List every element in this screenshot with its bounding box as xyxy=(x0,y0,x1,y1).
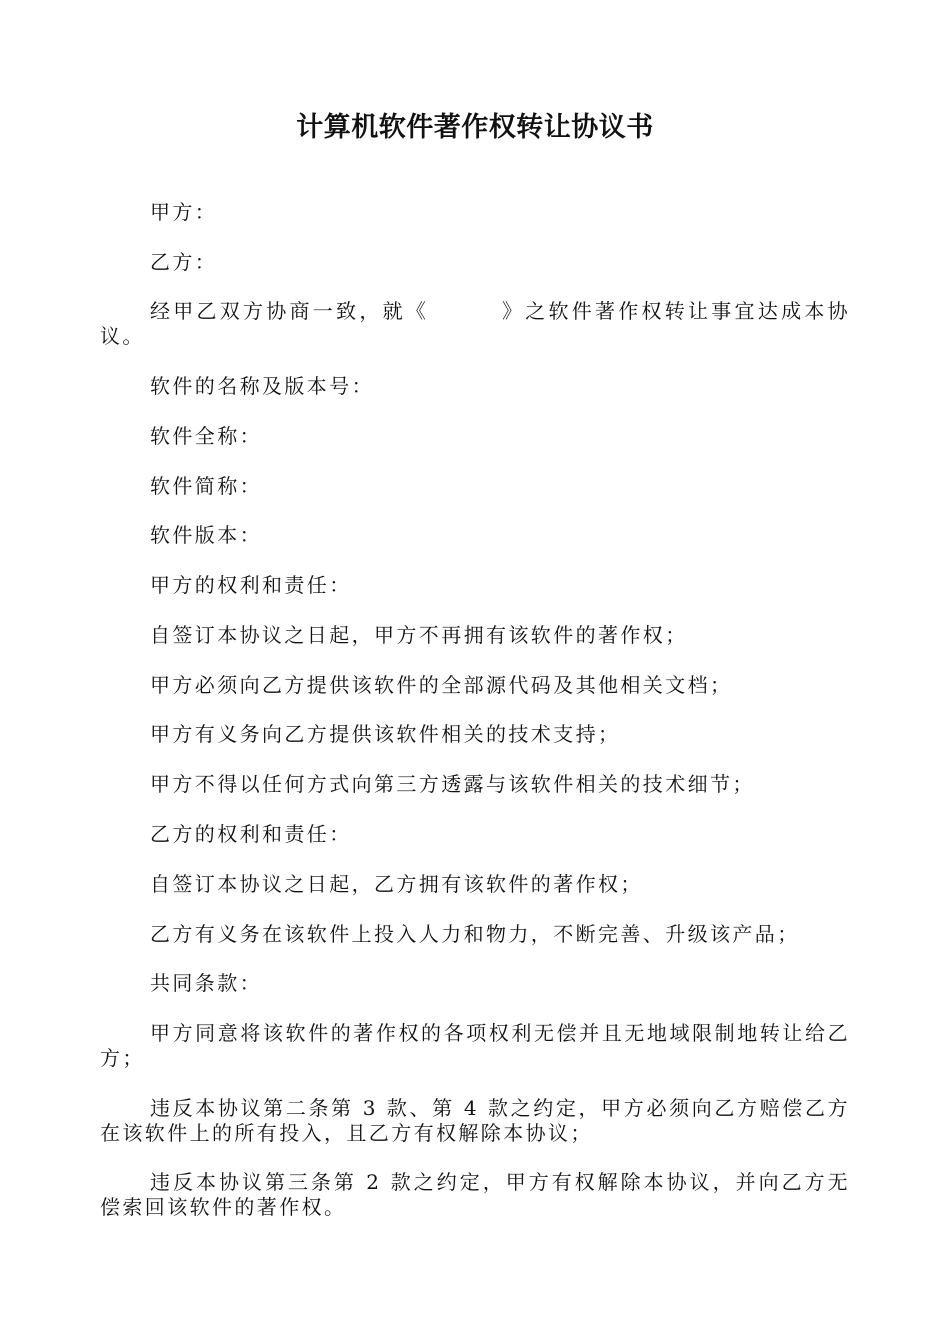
party-a-clause-1: 自签订本协议之日起，甲方不再拥有该软件的著作权； xyxy=(150,623,688,647)
software-short-name: 软件简称： xyxy=(150,474,262,498)
party-b-clause-1: 自签订本协议之日起，乙方拥有该软件的著作权； xyxy=(150,872,643,896)
common-clause-1: 甲方同意将该软件的著作权的各项权利无偿并且无地域限制地转让给乙方； xyxy=(100,1021,850,1070)
software-full-name: 软件全称： xyxy=(150,424,262,448)
common-clause-3: 违反本协议第三条第 2 款之约定，甲方有权解除本协议，并向乙方无偿索回该软件的著作权。 xyxy=(100,1170,850,1219)
party-a-rights-heading: 甲方的权利和责任： xyxy=(150,573,352,597)
party-a-clause-3: 甲方有义务向乙方提供该软件相关的技术支持； xyxy=(150,722,621,746)
common-heading: 共同条款： xyxy=(150,971,262,995)
party-a-line: 甲方： xyxy=(150,200,218,224)
party-b-line: 乙方： xyxy=(150,250,218,274)
common-clause-2: 违反本协议第二条第 3 款、第 4 款之约定，甲方必须向乙方赔偿乙方在该软件上的所有投入，且乙方有权解除本协议； xyxy=(100,1096,850,1145)
intro-text-before: 经甲乙双方协商一致，就《 xyxy=(150,299,430,323)
intro-paragraph xyxy=(100,299,850,349)
party-a-clause-4: 甲方不得以任何方式向第三方透露与该软件相关的技术细节； xyxy=(150,772,755,796)
party-b-rights-heading: 乙方的权利和责任： xyxy=(150,822,352,846)
intro-text-after: 》之软件著作权转让事宜达成本协议。 xyxy=(100,299,850,348)
party-b-clause-2: 乙方有义务在该软件上投入人力和物力，不断完善、升级该产品； xyxy=(150,922,800,946)
software-version: 软件版本： xyxy=(150,523,262,547)
software-heading: 软件的名称及版本号： xyxy=(150,374,374,398)
document-title: 计算机软件著作权转让协议书 xyxy=(296,112,654,143)
party-a-clause-2: 甲方必须向乙方提供该软件的全部源代码及其他相关文档； xyxy=(150,673,733,697)
